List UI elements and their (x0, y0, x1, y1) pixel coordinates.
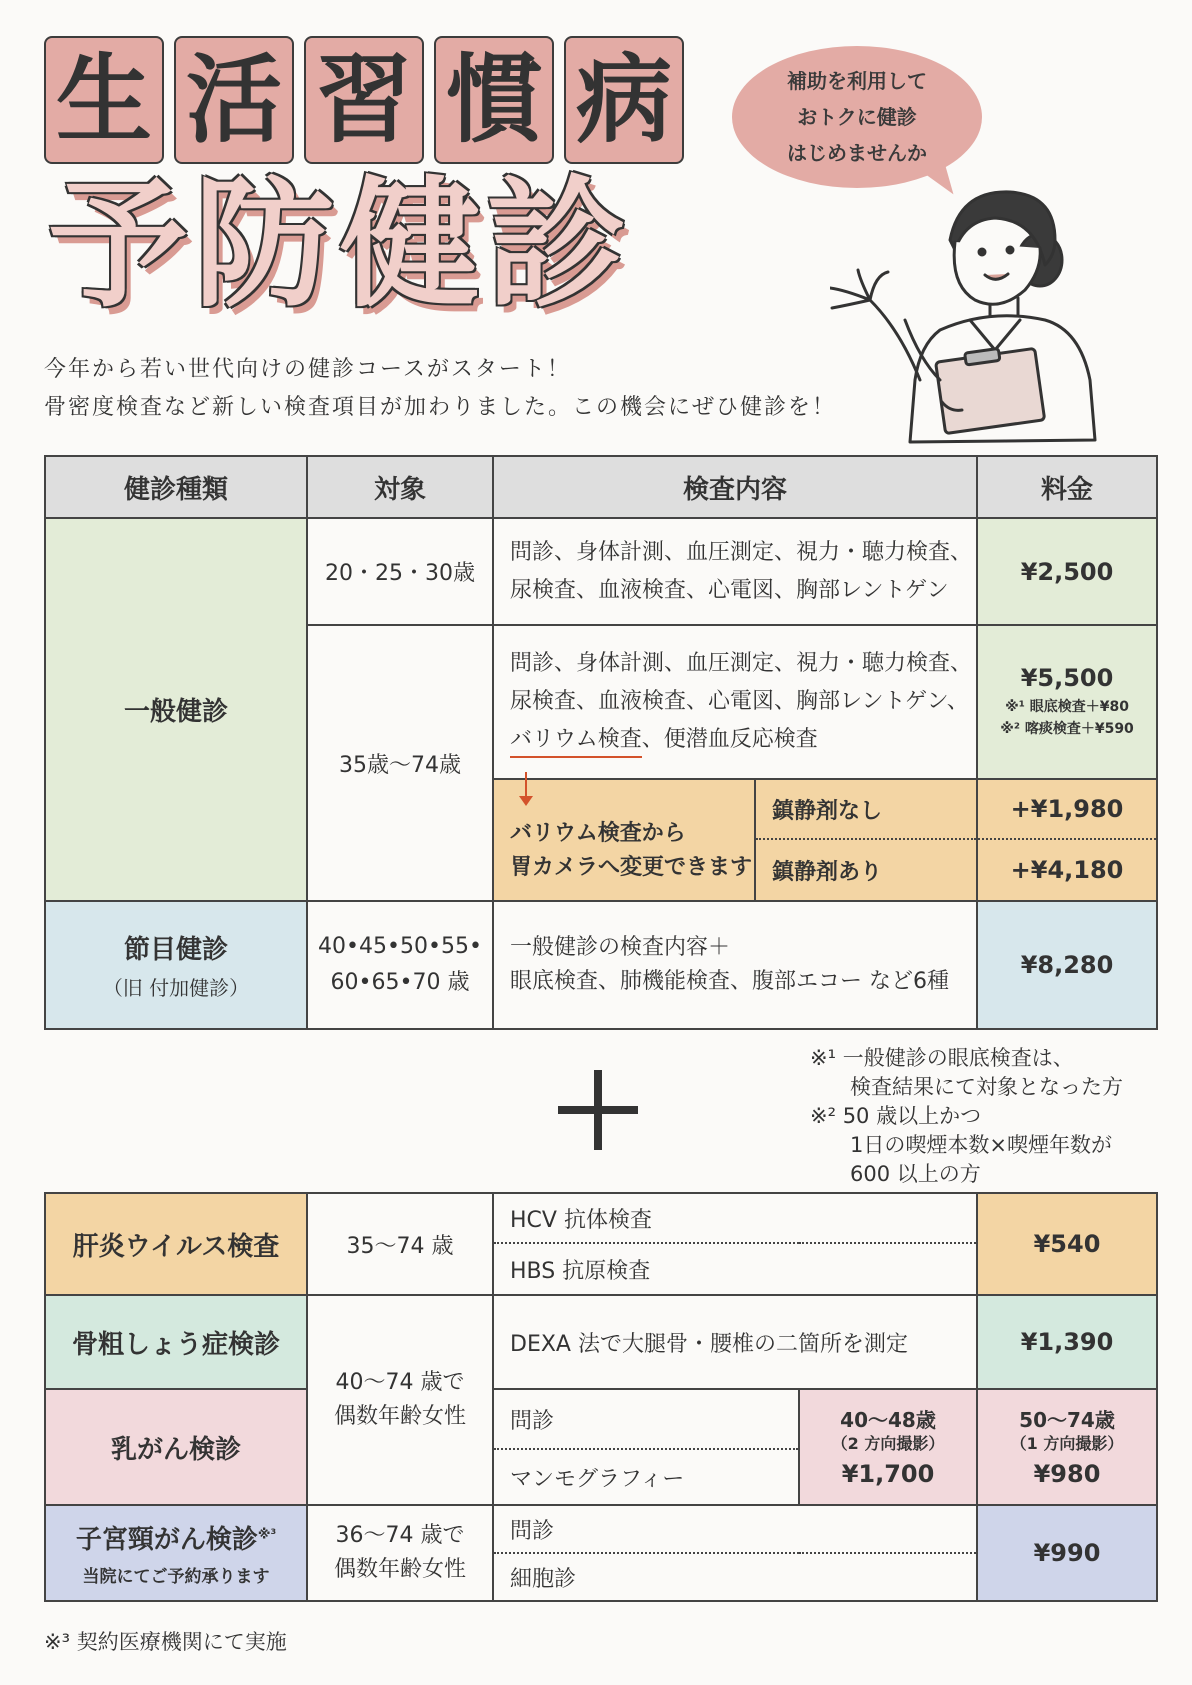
mammography: マンモグラフィー (493, 1449, 799, 1505)
target-line: 40•45•50•55• (318, 934, 482, 959)
cervical-target (307, 1505, 493, 1601)
barium-exam: バリウム検査 (510, 727, 642, 758)
general-exam-adult (493, 625, 977, 779)
footnote-mark: ※³ (257, 1527, 277, 1543)
hbs-exam: HBS 抗原検査 (493, 1243, 977, 1295)
price-value: ¥980 (1033, 1460, 1101, 1488)
breast-interview: 問診 (493, 1389, 799, 1449)
shot-note: （2 方向撮影） (831, 1434, 945, 1453)
plus-icon (558, 1070, 638, 1150)
title-char-2: 活 (174, 36, 294, 164)
general-price-young: ¥2,500 (977, 518, 1157, 625)
milestone-exam (493, 901, 977, 1029)
sedation-yes: 鎮静剤あり (755, 839, 977, 901)
breast-price-40-48 (799, 1389, 977, 1505)
camera-text (510, 817, 754, 885)
target-line: 偶数年齢女性 (333, 1557, 466, 1582)
header-exam: 検査内容 (493, 456, 977, 518)
milestone-name: 節目健診 (123, 935, 228, 965)
bottom-footnote: ※³ 契約医療機関にて実施 (44, 1630, 287, 1654)
sedation-none-price: +¥1,980 (977, 779, 1157, 839)
sputum-note: ※² 喀痰検査＋¥590 (1000, 721, 1134, 737)
cervical-name (46, 1519, 306, 1556)
milestone-sub: （旧 付加健診） (102, 976, 250, 1000)
general-price-adult (977, 625, 1157, 779)
exam-line (510, 721, 976, 759)
osteoporosis-price: ¥1,390 (977, 1295, 1157, 1389)
bubble-line-1: 補助を利用して (787, 69, 927, 93)
sedation-none: 鎮静剤なし (755, 779, 977, 839)
footnote-1b: 検査結果にて対象となった方 (850, 1075, 1123, 1099)
age-range: 50〜74歳 (1019, 1408, 1115, 1432)
age-range: 40〜48歳 (840, 1408, 936, 1432)
fundus-note: ※¹ 眼底検査＋¥80 (1005, 699, 1129, 715)
milestone-checkup (45, 901, 307, 1029)
page-subtitle: 予防健診 (48, 164, 633, 327)
camera-line: 胃カメラへ変更できます (510, 855, 753, 880)
cervical-sub: 当院にてご予約承ります (82, 1567, 270, 1587)
cervical-price: ¥990 (977, 1505, 1157, 1601)
osteoporosis-test: 骨粗しょう症検診 (45, 1295, 307, 1389)
target-line: 偶数年齢女性 (333, 1404, 466, 1429)
intro-line-2: 骨密度検査など新しい検査項目が加わりました。この機会にぜひ健診を！ (44, 395, 837, 420)
title-char-4: 慣 (434, 36, 554, 164)
exam-line: 問診、身体計測、血圧測定、視力・聴力検査、 (510, 651, 973, 676)
women-target (307, 1295, 493, 1505)
price-value: ¥1,700 (841, 1460, 935, 1488)
general-price-adult-value: ¥5,500 (1020, 664, 1114, 692)
checkup-table (44, 455, 1158, 1030)
general-checkup-name: 一般健診 (45, 518, 307, 901)
title-char-1: 生 (44, 36, 164, 164)
header-price: 料金 (977, 456, 1157, 518)
cytology: 細胞診 (493, 1553, 977, 1601)
milestone-price: ¥8,280 (977, 901, 1157, 1029)
intro-line-1: 今年から若い世代向けの健診コースがスタート！ (44, 357, 571, 382)
hepatitis-target: 35〜74 歳 (307, 1193, 493, 1295)
arrow-down-icon (516, 772, 536, 808)
shot-note: （1 方向撮影） (1010, 1434, 1124, 1453)
general-target-young: 20・25・30歳 (307, 518, 493, 625)
bubble-line-2: おトクに健診 (797, 105, 917, 129)
cervical-interview: 問診 (493, 1505, 977, 1553)
cervical-cancer-test (45, 1505, 307, 1601)
hcv-exam: HCV 抗体検査 (493, 1193, 977, 1243)
footnotes (810, 1044, 1123, 1189)
nurse-illustration (830, 180, 1170, 450)
target-line: 40〜74 歳で (335, 1370, 465, 1395)
sedation-yes-price: +¥4,180 (977, 839, 1157, 901)
breast-price-50-74 (977, 1389, 1157, 1505)
hepatitis-test: 肝炎ウイルス検査 (45, 1193, 307, 1295)
footnote-1a: ※¹ 一般健診の眼底検査は、 (810, 1046, 1074, 1070)
header-type: 健診種類 (45, 456, 307, 518)
hepatitis-price: ¥540 (977, 1193, 1157, 1295)
exam-tail: 、便潜血反応検査 (641, 727, 818, 752)
camera-line: バリウム検査から (510, 821, 686, 846)
exam-line: 眼底検査、肺機能検査、腹部エコー など6種 (510, 969, 949, 994)
bubble-line-3: はじめませんか (787, 141, 927, 165)
general-exam-young (493, 518, 977, 625)
target-line: 36〜74 歳で (335, 1523, 465, 1548)
osteoporosis-exam: DEXA 法で大腿骨・腰椎の二箇所を測定 (493, 1295, 977, 1389)
footnote-2b: 1日の喫煙本数×喫煙年数が (850, 1133, 1112, 1157)
title-char-5: 病 (564, 36, 684, 164)
optional-tests-table (44, 1192, 1158, 1602)
exam-line: 問診、身体計測、血圧測定、視力・聴力検査、 (510, 539, 973, 565)
general-target-adult: 35歳〜74歳 (307, 625, 493, 901)
breast-cancer-test: 乳がん検診 (45, 1389, 307, 1505)
cervical-label: 子宮頸がん検診 (75, 1525, 258, 1555)
exam-line: 一般健診の検査内容＋ (510, 935, 731, 960)
exam-line: 尿検査、血液検査、心電図、胸部レントゲン、 (510, 689, 969, 714)
footnote-2a: ※² 50 歳以上かつ (810, 1104, 982, 1128)
target-line: 60•65•70 歳 (330, 970, 470, 995)
gastrocamera-option (493, 779, 755, 901)
title-char-3: 習 (304, 36, 424, 164)
footnote-2c: 600 以上の方 (850, 1162, 981, 1186)
header-target: 対象 (307, 456, 493, 518)
exam-line: 尿検査、血液検査、心電図、胸部レントゲン (510, 577, 949, 603)
milestone-target (307, 901, 493, 1029)
speech-bubble (732, 46, 982, 188)
